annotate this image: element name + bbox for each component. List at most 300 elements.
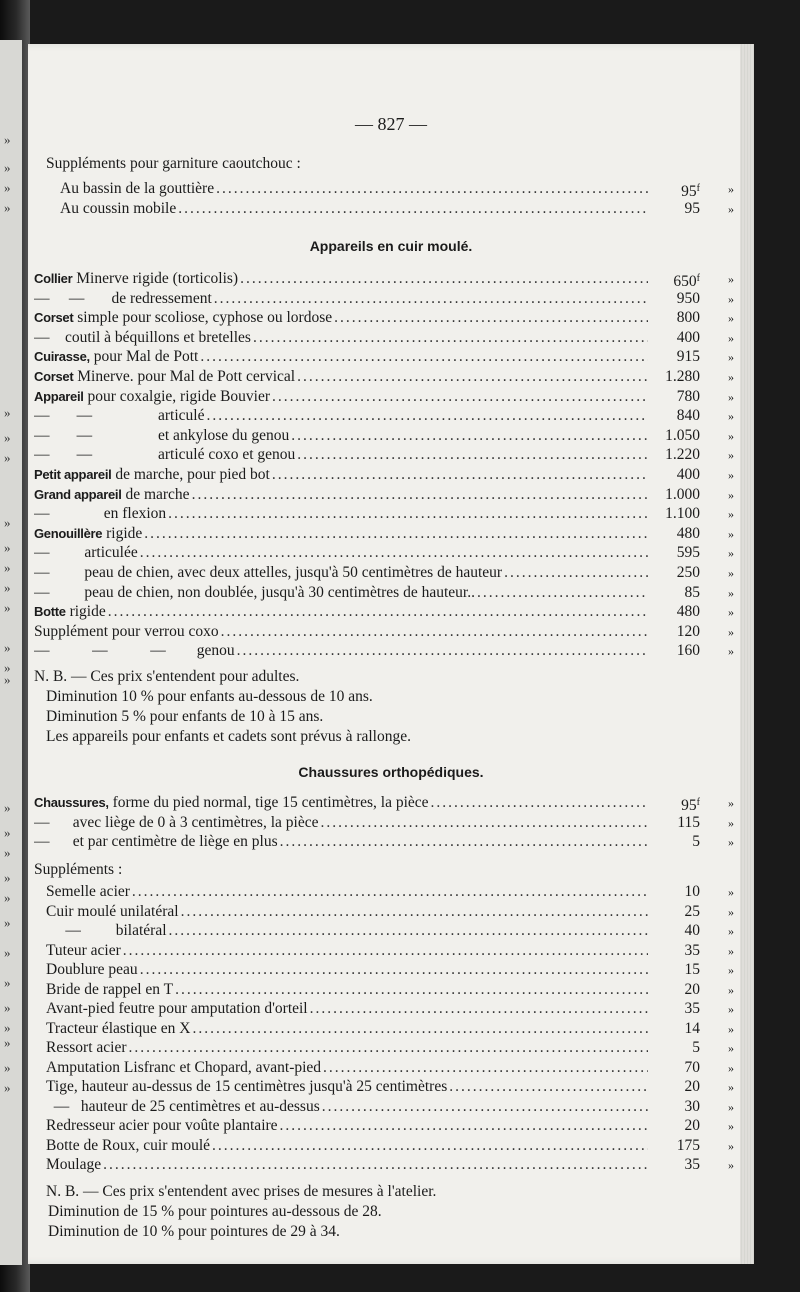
- dot-leader: [297, 367, 648, 387]
- dot-leader: [431, 793, 648, 813]
- item-description: — articulée: [34, 544, 138, 562]
- item-description: — — de redressement: [34, 289, 212, 307]
- centimes-mark: »: [728, 644, 734, 659]
- item-price: [640, 902, 700, 922]
- price-value: 250: [676, 564, 700, 581]
- centimes-mark: »: [728, 487, 734, 502]
- item-price: [640, 347, 700, 367]
- margin-mark: »: [4, 580, 11, 595]
- item-label: [34, 269, 648, 289]
- price-row: [28, 328, 754, 348]
- centimes-mark: »: [728, 1099, 734, 1114]
- centimes-mark: »: [728, 311, 734, 326]
- item-label: [46, 1097, 648, 1117]
- centimes-mark: »: [728, 624, 734, 639]
- item-text: [34, 465, 272, 485]
- item-description: Ressort acier: [46, 1039, 127, 1056]
- item-description: — bilatéral: [46, 922, 167, 939]
- item-price: [640, 960, 700, 980]
- item-text: [34, 269, 240, 289]
- item-price: [640, 583, 700, 603]
- dot-leader: [216, 179, 648, 199]
- item-description: rigide: [102, 524, 143, 542]
- price-value: 15: [684, 961, 700, 978]
- centimes-mark: »: [728, 1119, 734, 1133]
- item-label: [60, 199, 648, 219]
- price-value: 35: [684, 1000, 700, 1017]
- price-row: [28, 641, 754, 661]
- note-line: Diminution 10 % pour enfants au-dessous de 10 ans.: [46, 688, 373, 705]
- item-label: [46, 1038, 648, 1058]
- dot-leader: [168, 504, 648, 524]
- margin-mark: »: [4, 405, 11, 420]
- item-text: [46, 1097, 322, 1117]
- dot-leader: [144, 524, 648, 544]
- price-row: [28, 1097, 754, 1117]
- item-keyword: Chaussures,: [34, 795, 109, 810]
- price-row: [28, 406, 754, 426]
- item-keyword: Corset: [34, 369, 74, 384]
- dot-leader: [322, 1097, 648, 1117]
- dot-leader: [272, 465, 648, 485]
- item-text: [34, 347, 200, 367]
- facing-page-marks: [4, 0, 20, 1292]
- item-label: [34, 793, 648, 813]
- item-text: [34, 793, 431, 813]
- item-text: [34, 563, 504, 583]
- item-description: Au bassin de la gouttière: [60, 180, 215, 197]
- dot-leader: [192, 485, 648, 505]
- item-text: [34, 832, 280, 852]
- dot-leader: [175, 980, 648, 1000]
- centimes-mark: »: [728, 924, 734, 938]
- centimes-mark: »: [728, 904, 734, 919]
- item-price: [640, 328, 700, 348]
- item-label: [34, 641, 648, 661]
- item-text: [34, 406, 206, 426]
- price-row: [28, 1136, 754, 1156]
- centimes-mark: »: [728, 1002, 734, 1016]
- centimes-mark: »: [728, 796, 734, 810]
- centimes-mark: »: [728, 835, 734, 849]
- dot-leader: [212, 1136, 648, 1156]
- item-price: [640, 882, 700, 902]
- dot-leader: [178, 199, 648, 219]
- price-value: 10: [684, 883, 700, 900]
- item-price: [640, 308, 700, 328]
- dot-leader: [280, 832, 648, 852]
- margin-mark: »: [4, 180, 11, 195]
- price-value: 400: [676, 466, 700, 483]
- document-page: [28, 44, 754, 1264]
- price-value: 20: [684, 980, 700, 998]
- item-keyword: Grand appareil: [34, 486, 122, 502]
- price-row: [28, 921, 754, 941]
- item-text: [46, 1019, 192, 1039]
- dot-leader: [140, 960, 648, 980]
- centimes-mark: »: [728, 507, 734, 522]
- price-row: [28, 1155, 754, 1175]
- item-label: [46, 1019, 648, 1039]
- item-price: [640, 504, 700, 524]
- item-description: — peau de chien, avec deux attelles, jusqu'à 50 centimètres de hauteur: [34, 564, 503, 581]
- price-value: 20: [684, 1117, 700, 1134]
- item-description: Tuteur acier: [46, 941, 121, 959]
- item-text: [46, 941, 123, 961]
- item-price: [640, 1097, 700, 1117]
- dot-leader: [132, 882, 648, 902]
- item-label: [34, 406, 648, 426]
- centimes-mark: »: [728, 546, 734, 561]
- price-value: 950: [676, 289, 700, 307]
- price-row: [28, 179, 754, 199]
- price-row: [28, 832, 754, 852]
- item-label: [34, 602, 648, 622]
- item-text: [34, 426, 291, 446]
- item-text: [34, 524, 144, 544]
- item-label: [34, 563, 648, 583]
- item-label: [34, 426, 648, 446]
- item-price: [640, 832, 700, 852]
- dot-leader: [221, 622, 648, 642]
- price-value: 400: [676, 328, 700, 346]
- item-description: — — articulé: [34, 407, 205, 425]
- item-label: [34, 328, 648, 348]
- item-text: [34, 445, 297, 465]
- franc-mark: f: [696, 183, 700, 194]
- item-price: [640, 524, 700, 544]
- item-text: [46, 1116, 280, 1136]
- price-row: [28, 902, 754, 922]
- centimes-mark: »: [728, 291, 734, 306]
- item-keyword: Collier: [34, 271, 73, 286]
- centimes-mark: »: [728, 1060, 734, 1075]
- item-text: [34, 328, 253, 348]
- item-keyword: Appareil: [34, 388, 84, 404]
- item-text: [34, 367, 297, 387]
- price-row: [28, 445, 754, 465]
- price-row: [28, 504, 754, 524]
- supplements-title: Suppléments pour garniture caoutchouc :: [46, 155, 301, 172]
- item-text: [34, 308, 334, 328]
- price-row: [28, 1116, 754, 1136]
- item-description: Minerve. pour Mal de Pott cervical: [73, 368, 296, 385]
- item-text: [46, 960, 140, 980]
- price-row: [28, 289, 754, 309]
- centimes-mark: »: [728, 566, 734, 580]
- chaussures-heading: Chaussures orthopédiques.: [298, 764, 484, 780]
- centimes-mark: »: [728, 1158, 734, 1172]
- item-price: [640, 1155, 700, 1175]
- item-text: [46, 1077, 449, 1097]
- page-edge: [740, 44, 754, 1264]
- item-description: pour coxalgie, rigide Bouvier: [83, 387, 271, 405]
- note-line: Diminution de 10 % pour pointures de 29 à 34.: [48, 1223, 340, 1240]
- price-row: [28, 813, 754, 833]
- price-value: 70: [684, 1058, 700, 1076]
- item-keyword: Genouillère: [34, 525, 103, 541]
- note-line: Diminution de 15 % pour pointures au-dessous de 28.: [48, 1203, 382, 1220]
- dot-leader: [280, 1116, 648, 1136]
- margin-mark: »: [4, 515, 11, 530]
- item-price: [640, 1116, 700, 1136]
- item-label: [34, 289, 648, 309]
- margin-mark: »: [4, 200, 11, 215]
- dot-leader: [206, 406, 648, 426]
- centimes-mark: »: [728, 1021, 734, 1036]
- centimes-mark: »: [728, 272, 734, 286]
- item-price: [640, 602, 700, 622]
- margin-mark: »: [4, 640, 11, 655]
- price-value: 1.220: [665, 446, 700, 464]
- item-description: Moulage: [46, 1156, 102, 1173]
- price-row: [28, 1077, 754, 1097]
- margin-mark: »: [4, 890, 11, 905]
- item-description: Tracteur élastique en X: [46, 1019, 191, 1037]
- item-text: [34, 504, 168, 524]
- item-text: [34, 602, 108, 622]
- dot-leader: [334, 308, 648, 328]
- item-price: [640, 445, 700, 465]
- supplements2-title: Suppléments :: [34, 861, 123, 878]
- item-price: [640, 622, 700, 642]
- franc-mark: f: [696, 273, 700, 284]
- price-row: [28, 793, 754, 813]
- centimes-mark: »: [728, 1080, 734, 1094]
- note-line: N. B. — Ces prix s'entendent avec prises de mesures à l'atelier.: [46, 1183, 437, 1200]
- item-text: [34, 289, 214, 309]
- item-description: — en flexion: [34, 505, 167, 523]
- item-description: pour Mal de Pott: [89, 348, 199, 366]
- item-description: Redresseur acier pour voûte plantaire: [46, 1117, 278, 1134]
- margin-mark: »: [4, 870, 11, 885]
- item-keyword: Petit appareil: [34, 467, 112, 482]
- dot-leader: [272, 387, 648, 407]
- item-text: [34, 543, 140, 563]
- margin-mark: »: [4, 450, 11, 465]
- centimes-mark: »: [728, 330, 734, 345]
- margin-mark: »: [4, 600, 11, 615]
- centimes-mark: »: [728, 605, 734, 620]
- margin-mark: »: [4, 560, 11, 575]
- price-row: [28, 426, 754, 446]
- centimes-mark: »: [728, 409, 734, 424]
- margin-mark: »: [4, 945, 11, 960]
- price-row: [28, 269, 754, 289]
- dot-leader: [310, 999, 648, 1019]
- item-price: [640, 199, 700, 219]
- price-row: [28, 1058, 754, 1078]
- margin-mark: »: [4, 825, 11, 840]
- price-row: [28, 347, 754, 367]
- dot-leader: [297, 445, 648, 465]
- franc-mark: f: [696, 797, 700, 808]
- item-description: Semelle acier: [46, 883, 130, 900]
- dot-leader: [449, 1077, 648, 1097]
- centimes-mark: »: [728, 1138, 734, 1153]
- centimes-mark: »: [728, 982, 734, 997]
- item-description: — — articulé coxo et genou: [34, 446, 296, 464]
- item-price: [640, 387, 700, 407]
- item-text: [34, 641, 237, 661]
- centimes-mark: »: [728, 585, 734, 600]
- price-value: 480: [676, 603, 700, 621]
- margin-mark: »: [4, 1020, 11, 1035]
- price-row: [28, 387, 754, 407]
- price-row: [28, 563, 754, 583]
- note-line: N. B. — Ces prix s'entendent pour adultes.: [34, 668, 300, 685]
- item-text: [34, 813, 320, 833]
- item-price: [640, 289, 700, 309]
- item-label: [34, 832, 648, 852]
- item-text: [34, 622, 221, 642]
- margin-mark: »: [4, 800, 11, 815]
- price-value: 95: [681, 797, 697, 814]
- price-value: 650: [673, 273, 697, 290]
- item-label: [60, 179, 648, 199]
- item-text: [46, 980, 175, 1000]
- item-description: Minerve rigide (torticolis): [72, 270, 239, 287]
- item-description: de marche: [121, 485, 190, 503]
- item-text: [46, 1155, 103, 1175]
- margin-mark: »: [4, 1060, 11, 1075]
- item-text: [34, 485, 192, 505]
- item-label: [46, 941, 648, 961]
- item-label: [46, 1058, 648, 1078]
- margin-mark: »: [4, 1000, 11, 1015]
- item-description: forme du pied normal, tige 15 centimètres, la pièce: [108, 794, 429, 811]
- item-label: [46, 980, 648, 1000]
- margin-mark: »: [4, 540, 11, 555]
- dot-leader: [181, 902, 648, 922]
- item-description: — peau de chien, non doublée, jusqu'à 30 centimètres de hauteur..: [34, 583, 475, 601]
- dot-leader: [128, 1038, 648, 1058]
- item-description: — hauteur de 25 centimètres et au-dessus: [46, 1097, 320, 1115]
- margin-mark: »: [4, 915, 11, 930]
- price-value: 1.100: [665, 505, 700, 523]
- item-label: [34, 543, 648, 563]
- dot-leader: [237, 641, 648, 661]
- dot-leader: [214, 289, 648, 309]
- item-description: Au coussin mobile: [60, 200, 177, 217]
- item-price: [640, 999, 700, 1019]
- item-label: [46, 1116, 648, 1136]
- centimes-mark: »: [728, 526, 734, 541]
- price-value: 780: [676, 387, 700, 405]
- item-label: [34, 813, 648, 833]
- item-keyword: Botte: [34, 604, 66, 620]
- note-line: Les appareils pour enfants et cadets sont prévus à rallonge.: [46, 728, 411, 745]
- item-keyword: Corset: [34, 310, 74, 326]
- price-row: [28, 1019, 754, 1039]
- item-price: [640, 941, 700, 961]
- note-line: Diminution 5 % pour enfants de 10 à 15 ans.: [46, 708, 324, 725]
- item-price: [640, 641, 700, 661]
- price-value: 5: [692, 1039, 700, 1056]
- item-text: [46, 1058, 323, 1078]
- price-row: [28, 583, 754, 603]
- centimes-mark: »: [728, 202, 734, 216]
- centimes-mark: »: [728, 370, 734, 384]
- centimes-mark: »: [728, 468, 734, 482]
- item-description: simple pour scoliose, cyphose ou lordose: [73, 309, 333, 327]
- centimes-mark: »: [728, 350, 734, 365]
- price-value: 85: [684, 583, 700, 601]
- dot-leader: [169, 921, 648, 941]
- cuir-heading: Appareils en cuir moulé.: [309, 238, 473, 254]
- item-label: [46, 960, 648, 980]
- price-row: [28, 543, 754, 563]
- item-description: — et par centimètre de liège en plus: [34, 833, 278, 850]
- centimes-mark: »: [728, 448, 734, 463]
- price-value: 800: [676, 309, 700, 327]
- price-value: 1.000: [665, 485, 700, 503]
- price-value: 120: [676, 622, 700, 640]
- item-description: rigide: [65, 603, 106, 621]
- dot-leader: [192, 1019, 648, 1039]
- item-price: [640, 1038, 700, 1058]
- price-value: 30: [684, 1097, 700, 1115]
- centimes-mark: »: [728, 943, 734, 958]
- dot-leader: [200, 347, 648, 367]
- item-text: [60, 179, 216, 199]
- item-price: [640, 921, 700, 941]
- item-description: — coutil à béquillons et bretelles: [34, 328, 251, 346]
- item-text: [46, 902, 181, 922]
- price-value: 840: [676, 407, 700, 425]
- margin-mark: »: [4, 1080, 11, 1095]
- item-label: [34, 583, 648, 603]
- price-value: 25: [684, 902, 700, 920]
- margin-mark: »: [4, 1035, 11, 1050]
- price-row: [28, 199, 754, 219]
- item-label: [34, 367, 648, 387]
- margin-mark: »: [4, 672, 11, 687]
- item-price: [640, 465, 700, 485]
- item-price: [640, 406, 700, 426]
- item-label: [34, 465, 648, 485]
- item-price: [640, 426, 700, 446]
- item-label: [46, 999, 648, 1019]
- item-label: [34, 347, 648, 367]
- price-value: 1.050: [665, 426, 700, 444]
- margin-mark: »: [4, 430, 11, 445]
- dot-leader: [320, 813, 648, 833]
- price-value: 160: [676, 642, 700, 660]
- price-value: 95: [684, 200, 700, 217]
- dot-leader: [253, 328, 648, 348]
- item-text: [46, 999, 310, 1019]
- price-row: [28, 485, 754, 505]
- price-row: [28, 308, 754, 328]
- item-description: de marche, pour pied bot: [111, 466, 270, 483]
- item-text: [34, 583, 477, 603]
- margin-mark: »: [4, 160, 11, 175]
- price-value: 14: [684, 1019, 700, 1037]
- item-description: — — — genou: [34, 642, 235, 660]
- item-description: Amputation Lisfranc et Chopard, avant-pied: [46, 1058, 322, 1076]
- centimes-mark: »: [728, 885, 734, 899]
- centimes-mark: »: [728, 182, 734, 196]
- price-value: 35: [684, 941, 700, 959]
- price-value: 115: [677, 813, 700, 831]
- item-label: [46, 882, 648, 902]
- price-value: 480: [676, 524, 700, 542]
- price-row: [28, 622, 754, 642]
- item-price: [640, 485, 700, 505]
- dot-leader: [123, 941, 648, 961]
- price-row: [28, 980, 754, 1000]
